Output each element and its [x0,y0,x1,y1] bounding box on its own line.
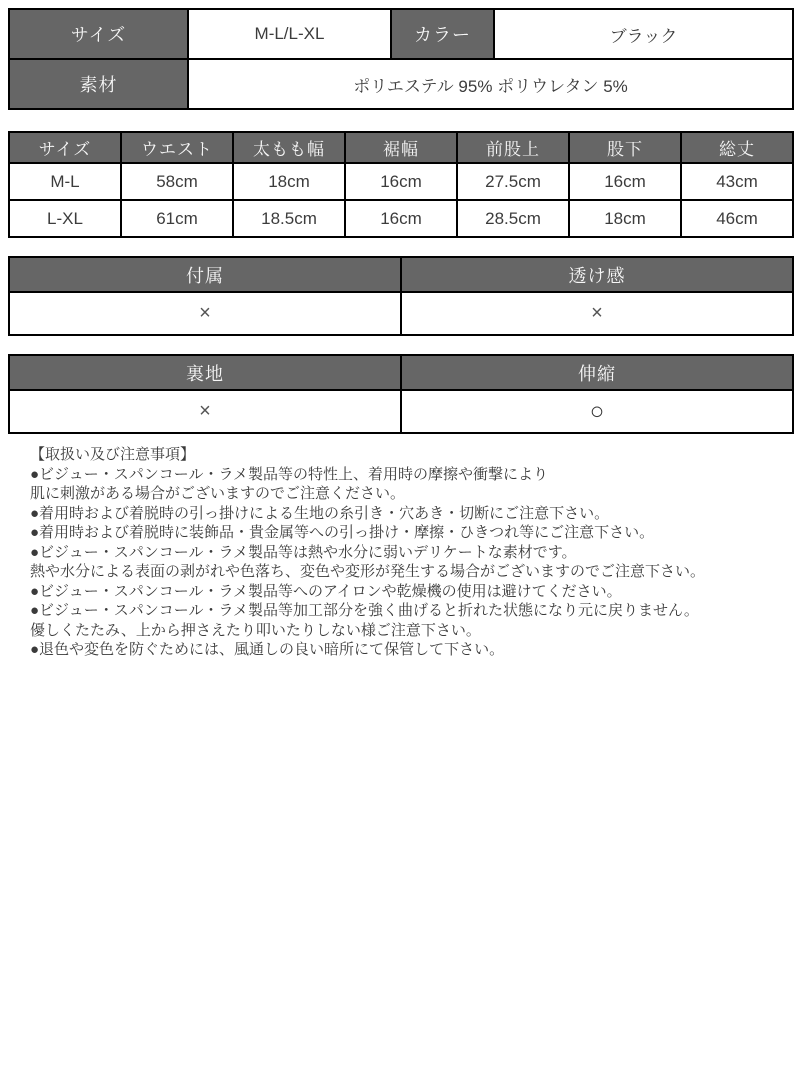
feature1-accessory-value: × [9,292,401,335]
size-chart-header: 総丈 [681,132,793,163]
spec-material-label: 素材 [9,59,188,109]
size-chart-cell: L-XL [9,200,121,237]
feature-table-accessory-sheerness [8,256,794,336]
size-chart-table [8,131,794,238]
care-notes-title: 【取扱い及び注意事項】 [30,446,196,463]
size-chart-cell: 58cm [121,163,233,200]
size-chart-header-row [9,132,793,163]
care-note-line: ●ビジュー・スパンコール・ラメ製品等加工部分を強く曲げると折れた状態になり元に戻りません。 [30,602,699,619]
size-chart-header: サイズ [9,132,121,163]
care-note-line: ●着用時および着脱時に装飾品・貴金属等への引っ掛け・摩擦・ひきつれ等にご注意下さい。 [30,524,655,541]
size-chart-cell: 16cm [569,163,681,200]
care-note-line: ●退色や変色を防ぐためには、風通しの良い暗所にて保管して下さい。 [30,641,505,658]
feature2-stretch-value: ○ [401,390,793,433]
feature2-stretch-label: 伸縮 [401,355,793,390]
size-chart-header: 太もも幅 [233,132,345,163]
feature2-lining-value: × [9,390,401,433]
feature1-header-row [9,257,793,292]
size-chart-cell: 43cm [681,163,793,200]
size-chart-header: ウエスト [121,132,233,163]
size-chart-cell: 18cm [569,200,681,237]
spec-color-label: カラー [391,9,494,59]
feature1-value-row [9,292,793,335]
feature1-sheerness-value: × [401,292,793,335]
care-note-line: ●ビジュー・スパンコール・ラメ製品等の特性上、着用時の摩擦や衝撃により [30,465,549,483]
size-chart-cell: 46cm [681,200,793,237]
size-chart-cell: 27.5cm [457,163,569,200]
size-chart-cell: M-L [9,163,121,200]
feature1-sheerness-label: 透け感 [401,257,793,292]
spec-row-size-color [9,9,793,59]
size-chart-row-lxl [9,200,793,237]
size-chart-header: 裾幅 [345,132,457,163]
size-chart-header: 前股上 [457,132,569,163]
feature-table-lining-stretch [8,354,794,434]
care-note-line: 肌に刺激がある場合がございますのでご注意ください。 [30,485,406,502]
size-chart-cell: 28.5cm [457,200,569,237]
care-note-line: 熱や水分による表面の剥がれや色落ち、変色や変形が発生する場合がございますのでご注意下さい。 [30,563,706,580]
size-chart-cell: 18.5cm [233,200,345,237]
size-chart-cell: 16cm [345,163,457,200]
spec-size-value: M-L/L-XL [188,9,391,59]
care-notes [30,445,780,660]
care-note-line: ●ビジュー・スパンコール・ラメ製品等は熱や水分に弱いデリケートな素材です。 [30,543,577,561]
care-note-line: ●ビジュー・スパンコール・ラメ製品等へのアイロンや乾燥機の使用は避けてください。 [30,582,622,600]
feature2-lining-label: 裏地 [9,355,401,390]
care-note-line: 優しくたたみ、上から押さえたり叩いたりしない様ご注意下さい。 [30,621,481,639]
spec-size-label: サイズ [9,9,188,59]
care-note-line: ●着用時および着脱時の引っ掛けによる生地の糸引き・穴あき・切断にご注意下さい。 [30,504,610,522]
spec-material-value: ポリエステル 95% ポリウレタン 5% [188,59,793,109]
size-chart-cell: 61cm [121,200,233,237]
size-chart-cell: 18cm [233,163,345,200]
feature2-header-row [9,355,793,390]
spec-row-material [9,59,793,109]
feature1-accessory-label: 付属 [9,257,401,292]
feature2-value-row [9,390,793,433]
spec-table [8,8,794,110]
size-chart-header: 股下 [569,132,681,163]
size-chart-cell: 16cm [345,200,457,237]
size-chart-row-ml [9,163,793,200]
spec-color-value: ブラック [494,9,793,59]
